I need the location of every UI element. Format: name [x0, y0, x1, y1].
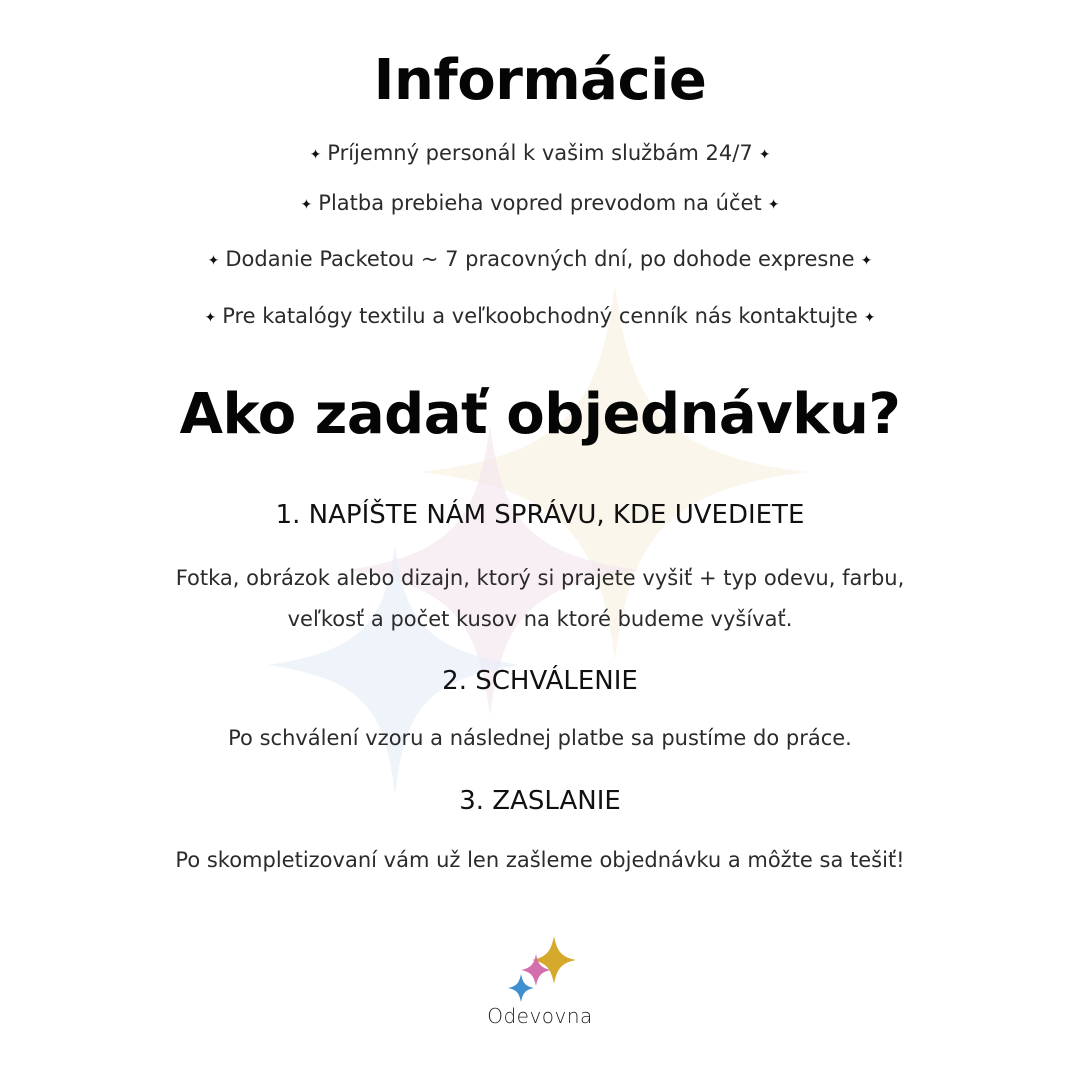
sparkle-icon: ✦	[309, 147, 322, 163]
brand-name: Odevovna	[487, 1004, 593, 1028]
sparkle-icon: ✦	[204, 310, 217, 326]
step-3-title: 3. ZASLANIE	[459, 786, 621, 816]
sparkle-icon: ✦	[300, 197, 313, 213]
step-2-title: 2. SCHVÁLENIE	[442, 666, 638, 696]
sparkle-icon: ✦	[863, 310, 876, 326]
order-title: Ako zadať objednávku?	[179, 382, 901, 447]
sparkle-icon: ✦	[207, 253, 220, 269]
step-2-text: Po schválení vzoru a následnej platbe sa pustíme do práce.	[228, 726, 852, 750]
info-line-text: Pre katalógy textilu a veľkoobchodný cenník nás kontaktujte	[222, 304, 858, 328]
sparkle-icon: ✦	[767, 197, 780, 213]
sparkle-icon: ✦	[860, 253, 873, 269]
info-line-text: Platba prebieha vopred prevodom na účet	[318, 191, 762, 215]
step-1-text-line-2: veľkosť a počet kusov na ktoré budeme vyšívať.	[287, 607, 793, 631]
step-1-title: 1. NAPÍŠTE NÁM SPRÁVU, KDE UVEDIETE	[275, 500, 805, 530]
info-line-text: Dodanie Packetou ~ 7 pracovných dní, po dohode expresne	[225, 247, 855, 271]
step-3-text: Po skompletizovaní vám už len zašleme objednávku a môžte sa tešiť!	[175, 848, 905, 872]
info-line-delivery	[0, 247, 1080, 271]
info-line-payment	[0, 191, 1080, 215]
info-line-text: Príjemný personál k vašim službám 24/7	[327, 141, 753, 165]
info-line-catalog	[0, 304, 1080, 328]
logo-star-blue	[508, 974, 534, 1002]
sparkle-icon: ✦	[758, 147, 771, 163]
info-title: Informácie	[373, 48, 707, 113]
info-line-staff	[0, 141, 1080, 165]
step-1-text-line-1: Fotka, obrázok alebo dizajn, ktorý si prajete vyšiť + typ odevu, farbu,	[175, 566, 905, 590]
